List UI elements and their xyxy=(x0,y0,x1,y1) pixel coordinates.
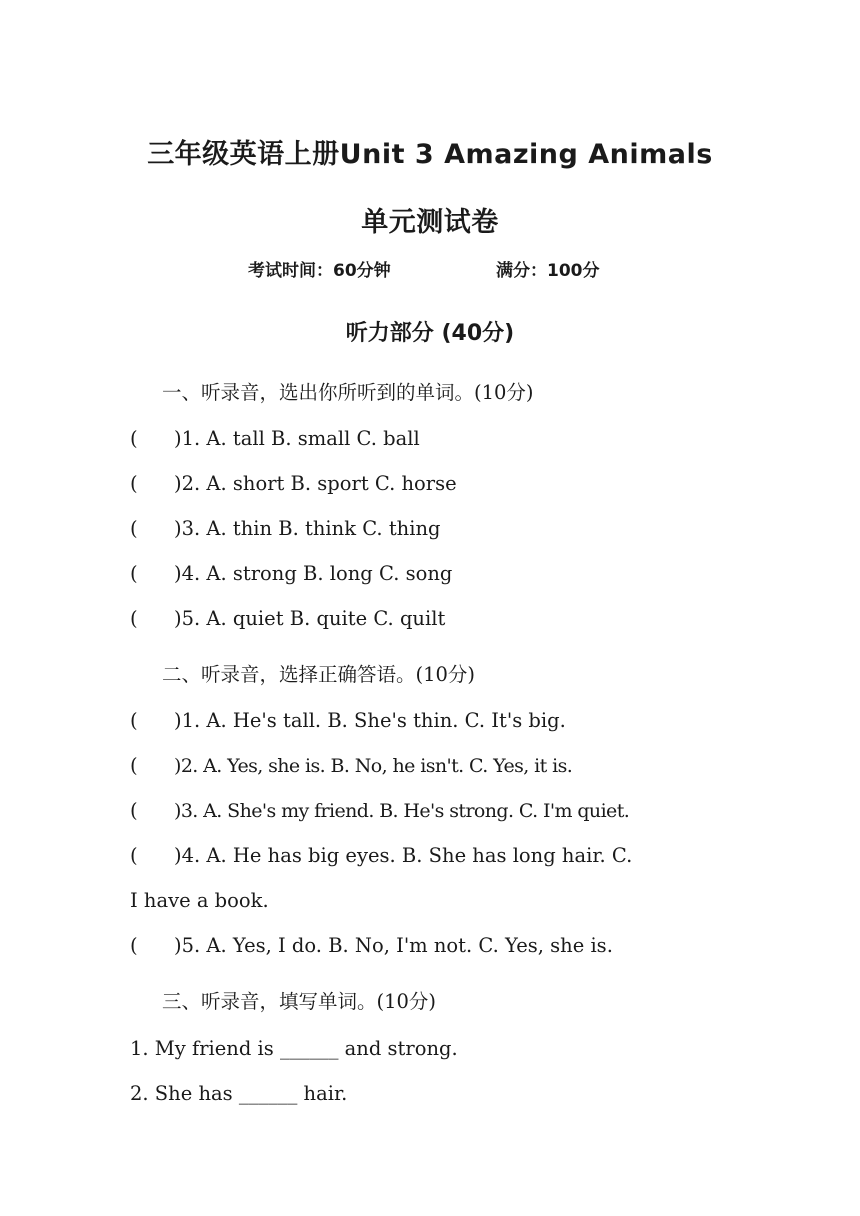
question-row xyxy=(130,934,613,958)
question-row xyxy=(130,472,457,496)
answer-bracket: ( xyxy=(130,799,138,822)
question-text: )4. A. strong B. long C. song xyxy=(174,562,453,585)
section1-heading: 一、听录音，选出你所听到的单词。(10分) xyxy=(162,381,534,404)
question-row xyxy=(130,754,572,778)
question-text: )5. A. Yes, I do. B. No, I'm not. C. Yes, she is. xyxy=(174,934,613,957)
question-row xyxy=(130,427,420,451)
question-row xyxy=(130,562,452,586)
listening-part-title: 听力部分 (40分) xyxy=(345,321,515,346)
question-text: )1. A. He's tall. B. She's thin. C. It's big. xyxy=(174,709,566,732)
answer-bracket: ( xyxy=(130,844,138,867)
fill-blank-row: 1. My friend is ______ and strong. xyxy=(130,1037,458,1060)
question-text: )4. A. He has big eyes. B. She has long hair. C. xyxy=(174,844,633,867)
question-row xyxy=(130,607,445,631)
question-row xyxy=(130,844,632,868)
question-text: I have a book. xyxy=(130,889,269,912)
full-score: 满分：100分 xyxy=(496,261,600,281)
answer-bracket: ( xyxy=(130,517,138,540)
section2-heading: 二、听录音，选择正确答语。(10分) xyxy=(162,663,476,686)
question-text: )3. A. thin B. think C. thing xyxy=(174,517,441,540)
answer-bracket: ( xyxy=(130,934,138,957)
question-continuation xyxy=(130,889,269,913)
question-row xyxy=(130,709,566,733)
question-text: )2. A. short B. sport C. horse xyxy=(174,472,457,495)
answer-bracket: ( xyxy=(130,562,138,585)
answer-bracket: ( xyxy=(130,472,138,495)
answer-bracket: ( xyxy=(130,754,138,777)
question-text: )1. A. tall B. small C. ball xyxy=(174,427,420,450)
question-text: )5. A. quiet B. quite C. quilt xyxy=(174,607,446,630)
fill-blank-row: 2. She has ______ hair. xyxy=(130,1082,348,1105)
answer-bracket: ( xyxy=(130,427,138,450)
question-text: )3. A. She's my friend. B. He's strong. C. I'm quiet. xyxy=(174,800,630,822)
section3-heading: 三、听录音，填写单词。(10分) xyxy=(162,990,437,1013)
page-subtitle: 单元测试卷 xyxy=(361,207,499,238)
page-title: 三年级英语上册Unit 3 Amazing Animals xyxy=(147,139,713,170)
question-row xyxy=(130,517,441,541)
answer-bracket: ( xyxy=(130,709,138,732)
question-text: )2. A. Yes, she is. B. No, he isn't. C. Yes, it is. xyxy=(174,755,573,777)
answer-bracket: ( xyxy=(130,607,138,630)
question-row xyxy=(130,799,629,823)
exam-time: 考试时间：60分钟 xyxy=(248,261,391,281)
